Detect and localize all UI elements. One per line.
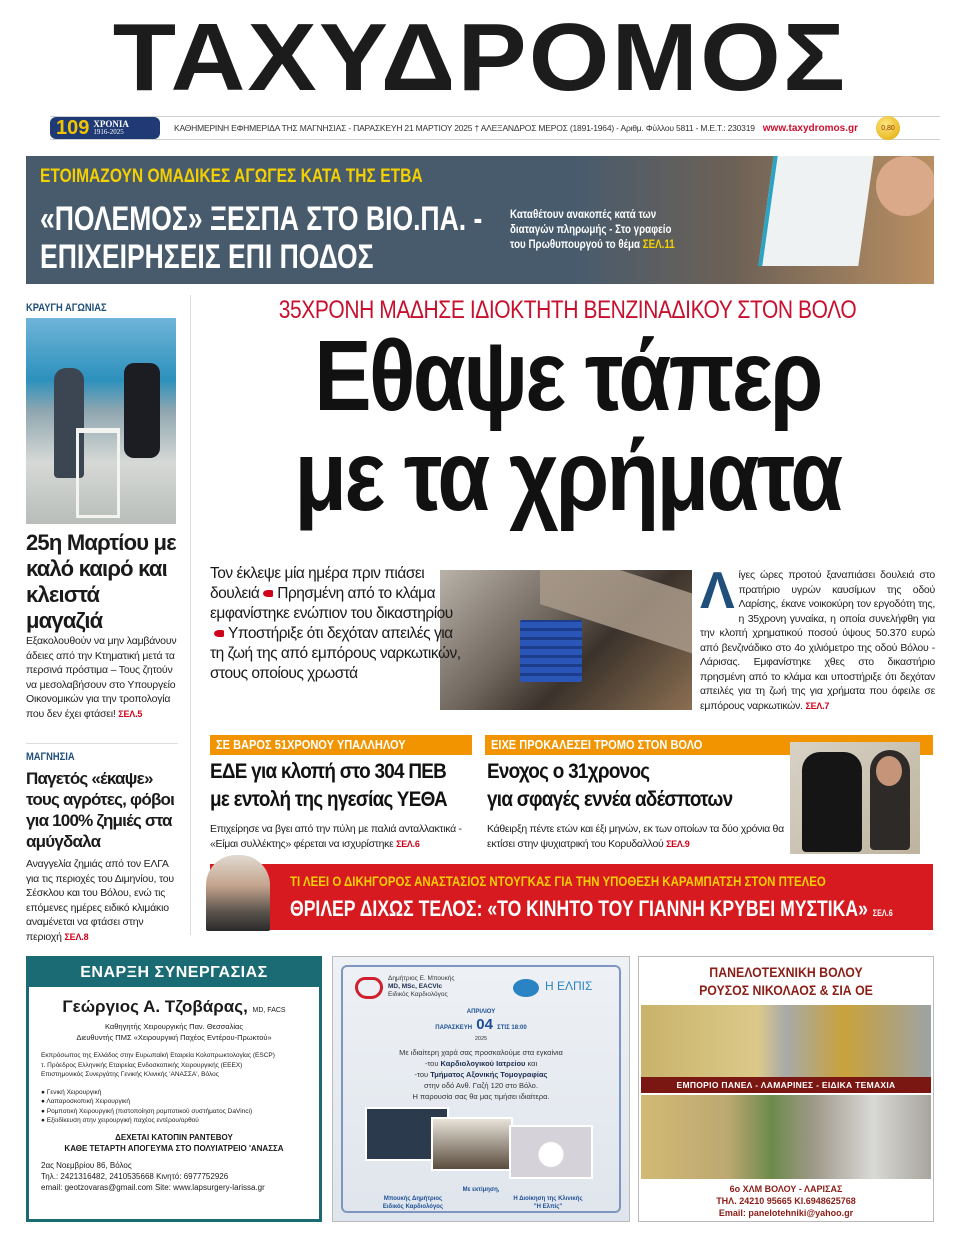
ad-text: -του Καρδιολογικού Ιατρείου και <box>424 1059 538 1068</box>
top-banner-story[interactable] <box>26 156 934 284</box>
banner-kicker: ΕΤΟΙΜΑΖΟΥΝ ΟΜΑΔΙΚΕΣ ΑΓΩΓΕΣ ΚΑΤΑ ΤΗΣ ΕΤΒΑ <box>40 166 423 187</box>
page-ref: ΣΕΛ.7 <box>805 700 830 711</box>
banner-photo-hand <box>876 156 934 216</box>
main-supra-headline: 35ΧΡΟΝΗ ΜΑΔΗΣΕ ΙΔΙΟΚΤΗΤΗ ΒΕΝΖΙΝΑΔΙΚΟΥ ΣΤΟΝ ΒΟΛΟ <box>278 296 857 324</box>
anniversary-label: ΧΡΟΝΙΑ 1916-2025 <box>93 119 129 136</box>
ad-services: ● Γενική Χειρουργική ● Λαπαροσκοπική Χειρουργική ● Ρομποτική Χειρουργική (πιστοποίηση ρομποτικού συστήματος DaVinci) ● Εξειδίκευση στην χειρουργική παχέος εντέρου/ορθού <box>41 1088 253 1124</box>
ad-title: Καθηγητής Χειρουργικής Παν. Θεσσαλίας <box>104 1022 243 1031</box>
ad-clinic[interactable] <box>332 956 630 1222</box>
ad-phone: ΤΗΛ. 24210 95665 ΚΙ.6948625768 <box>716 1196 856 1206</box>
heart-logo-icon <box>355 977 383 999</box>
ad-doctor-name: Γεώργιος Α. Τζοβάρας, MD, FACS <box>62 997 286 1016</box>
story-body: Κάθειρξη πέντε ετών και έξι μηνών, εκ των οποίων τα δύο χρόνια θα εκτίσει στην ψυχιατρική του Κορυδαλλού ΣΕΛ.9 <box>487 823 784 850</box>
dropcap: Λ <box>700 562 735 620</box>
ad-clinic-name: Η ΕΛΠΙΣ <box>545 979 593 993</box>
ad-title: Διευθυντής ΠΜΣ «Χειρουργική Παχέος Εντέρου-Πρωκτού» <box>76 1033 272 1042</box>
page-ref: ΣΕΛ.5 <box>118 708 143 719</box>
edition-info: ΚΑΘΗΜΕΡΙΝΗ ΕΦΗΜΕΡΙΔΑ ΤΗΣ ΜΑΓΝΗΣΙΑΣ - ΠΑΡΑΣΚΕΥΗ 21 ΜΑΡΤΙΟΥ 2025 † ΑΛΕΞΑΝΔΡΟΣ ΜΕΡΟΣ (1891-1964) - Αριθμ. Φύλλου 5811 - Μ.Ε.Τ.: 230319 <box>174 123 755 133</box>
ad-surgeon[interactable] <box>26 956 322 1222</box>
lawyer-portrait <box>206 855 270 931</box>
story-headline[interactable]: Παγετός «έκαψε» τους αγρότες, φόβοι για 100% ζημιές στα αμύγδαλα <box>26 769 175 851</box>
ad-date: ΠΑΡΑΣΚΕΥΗ 04 ΣΤΙΣ 18:00 <box>435 1016 527 1033</box>
ad-closing: Με εκτίμηση, <box>462 1187 500 1193</box>
masthead-logo[interactable]: ΤΑΧΥΔΡΟΜΟΣ <box>112 4 848 111</box>
ad-company-name: ΠΑΝΕΛΟΤΕΧΝΙΚΗ ΒΟΛΟΥ ΡΟΥΣΟΣ ΝΙΚΟΛΑΟΣ & ΣΙΑ ΟΕ <box>699 964 873 998</box>
ad-text: -του Τμήματος Αξονικής Τομογραφίας <box>414 1070 548 1079</box>
ad-web[interactable]: email: geotzovaras@gmail.com Site: www.lapsurgery-larissa.gr <box>41 1182 265 1192</box>
story-body: Αναγγελία ζημιάς από τον ΕΛΓΑ για τις περιοχές του Διμηνίου, του Σέσκλου και του Βόλου, ενώ τις επόμενες ημέρες ειδικό κλιμάκιο αναμένεται να φτάσει στην περιοχή ΣΕΛ.8 <box>26 858 174 943</box>
column-divider <box>190 295 191 935</box>
banner-photo-paper <box>758 156 873 266</box>
website-link[interactable]: www.taxydromos.gr <box>762 122 858 134</box>
ad-month: ΑΠΡΙΛΙΟΥ <box>466 1009 496 1015</box>
price-coin: 0,80 <box>876 116 900 140</box>
anniversary-number: 109 <box>56 117 90 139</box>
page-ref: ΣΕΛ.8 <box>64 931 89 942</box>
ad-strip: ΕΜΠΟΡΙΟ ΠΑΝΕΛ - ΛΑΜΑΡΙΝΕΣ - ΕΙΔΙΚΑ ΤΕΜΑΧΙΑ <box>641 1077 931 1093</box>
strip-kicker: ΤΙ ΛΕΕΙ Ο ΔΙΚΗΓΟΡΟΣ ΑΝΑΣΤΑΣΙΟΣ ΝΤΟΥΓΚΑΣ ΓΙΑ ΤΗΝ ΥΠΟΘΕΣΗ ΚΑΡΑΜΠΑΤΣΗ ΣΤΟΝ ΠΤΕΛΕΟ <box>290 873 826 889</box>
ad-doctor: Δημήτριος Ε. Μπουκής MD, MSc, EACVIc Ειδικός Καρδιολόγος <box>388 975 455 998</box>
ad-photo-office <box>431 1117 513 1171</box>
ad-photo-panels <box>641 1005 931 1077</box>
ad-text: Η παρουσία σας θα μας τιμήσει ιδιαίτερα. <box>412 1092 550 1101</box>
main-body: Λ ίγες ώρες προτού ξαναπιάσει δουλειά στο πρατήριο υγρών καυσίμων της οδού Λαρίσης, έκανε νοικοκύρη τον εργοδότη της, η 35χρονη γυναίκα, η οποία συνελήφθη για την κλοπή χρηματικού ποσού ύψους 50.370 ευρώ από βενζινάδικο στο 4ο χιλιόμετρο της οδού Βόλου - Λάρισας. Εμφανίστηκε χθες στο δικαστήριο πρησμένη από το κλάμα και υποστήριξε ότι δεχόταν απειλές για τη ζωή της για χρήματα που όφειλε σε εμπόρους ναρκωτικών. ΣΕΛ.7 <box>700 562 935 712</box>
story-kicker: ΜΑΓΝΗΣΙΑ <box>26 751 75 763</box>
strip-headline: ΘΡΙΛΕΡ ΔΙΧΩΣ ΤΕΛΟΣ: «ΤΟ ΚΙΝΗΤΟ ΤΟΥ ΓΙΑΝΝΗ ΚΡΥΒΕΙ ΜΥΣΤΙΚΑ» ΣΕΛ.6 <box>290 896 893 921</box>
ad-signature: Η Διοίκηση της Κλινικής "Η Ελπίς" <box>513 1196 583 1210</box>
ad-photo-yard <box>641 1095 931 1179</box>
story-body: Επιχείρησε να βγει από την πύλη με παλιά ανταλλακτικά - «Είμαι συλλέκτης» φέρεται να ισχυρίστηκε ΣΕΛ.6 <box>210 823 462 850</box>
ad-signature: Μπουκής Δημήτριος Ειδικός Καρδιολόγος <box>382 1196 444 1210</box>
page-ref: ΣΕΛ.6 <box>872 908 893 918</box>
ad-photo-ct-scanner <box>509 1125 593 1179</box>
red-strip-story[interactable] <box>210 864 933 930</box>
anniversary-badge <box>50 117 160 139</box>
ad-header: ΕΝΑΡΞΗ ΣΥΝΕΡΓΑΣΙΑΣ <box>29 959 319 987</box>
bullet-icon <box>263 590 273 597</box>
masthead-info-bar <box>50 116 940 140</box>
page-ref: ΣΕΛ.6 <box>396 838 420 849</box>
ad-text: Με ιδιαίτερη χαρά σας προσκαλούμε στα εγκαίνια <box>399 1048 563 1057</box>
ad-year: 2025 <box>474 1036 488 1042</box>
defendant-photo <box>790 742 920 854</box>
ad-address: 6ο ΧΛΜ ΒΟΛΟΥ - ΛΑΡΙΣΑΣ <box>729 1184 843 1194</box>
story-kicker: ΚΡΑΥΓΗ ΑΓΩΝΙΑΣ <box>26 302 107 314</box>
bullet-icon <box>214 630 224 637</box>
buried-crate-photo <box>440 570 692 710</box>
story-headline[interactable]: ΕΔΕ για κλοπή στο 304 ΠΕΒ με εντολή της ηγεσίας ΥΕΘΑ <box>210 760 447 811</box>
main-headline[interactable]: Εθαψε τάπερ με τα χρήματα <box>294 320 841 532</box>
page-ref: ΣΕΛ.9 <box>666 838 690 849</box>
ad-email[interactable]: Email: panelotehniki@yahoo.gr <box>718 1208 854 1218</box>
divider <box>26 743 178 744</box>
ad-text: στην οδό Ανθ. Γαζή 120 στο Βόλο. <box>424 1081 538 1090</box>
story-kicker: ΣΕ ΒΑΡΟΣ 51ΧΡΟΝΟΥ ΥΠΑΛΛΗΛΟΥ <box>210 735 472 755</box>
ad-appointment: ΔΕΧΕΤΑΙ ΚΑΤΟΠΙΝ ΡΑΝΤΕΒΟΥ <box>115 1132 233 1142</box>
page-ref: ΣΕΛ.11 <box>642 239 675 251</box>
ad-phones: Τηλ.: 2421316482, 2410535668 Κινητό: 6977752926 <box>41 1171 229 1181</box>
story-body: Εξακολουθούν να μην λαμβάνουν άδειες από την Κτηματική μετά τα περσινά πρόστιμα – Τους ζητούν να μεσολαβήσουν στο Υπουργείο Οικονομικών για την τροπολογία που δεν έχει φτάσει! ΣΕΛ.5 <box>26 635 177 720</box>
banner-deck: Καταθέτουν ανακοπές κατά των διαταγών πληρωμής - Στο γραφείο του Πρωθυπουργού το θέμα ΣΕΛ.11 <box>510 209 675 251</box>
story-headline[interactable]: Ενοχος ο 31χρονος για σφαγές εννέα αδέσποτων <box>487 760 733 811</box>
ad-roles: Εκπρόσωπος της Ελλάδος στην Ευρωπαϊκή Εταιρεία Κολοπρωκτολογίας (ESCP) τ. Πρόεδρος Ελληνικής Εταιρείας Ενδοσκοπικής Χειρουργικής (ΕΕΕΧ) Επιστημονικός Συνεργάτης Γενικής Κλινικής 'ΑΝΑΣΣΑ', Βόλος <box>41 1052 275 1078</box>
ad-address: 2ας Νοεμβρίου 86, Βόλος <box>41 1160 132 1170</box>
story-kicker: ΕΙΧΕ ΠΡΟΚΑΛΕΣΕΙ ΤΡΟΜΟ ΣΤΟΝ ΒΟΛΟ <box>485 735 933 755</box>
banner-headline: «ΠΟΛΕΜΟΣ» ΞΕΣΠΑ ΣΤΟ ΒΙΟ.ΠΑ. - ΕΠΙΧΕΙΡΗΣΕΙΣ ΕΠΙ ΠΟΔΟΣ <box>40 200 483 276</box>
blue-crate <box>520 620 582 682</box>
clinic-logo-icon <box>513 979 539 997</box>
story-headline[interactable]: 25η Μαρτίου με καλό καιρό και κλειστά μαγαζιά <box>26 530 176 633</box>
beach-taverna-photo <box>26 318 176 524</box>
ad-panels[interactable] <box>638 956 934 1222</box>
main-deck: Τον έκλεψε μία ημέρα πριν πιάσει δουλειά Πρησμένη από το κλάμα εμφανίστηκε ενώπιον του δικαστηρίουΥποστήριξε ότι δεχόταν απειλές για τη ζωή της από εμπόρους ναρκωτικών, στους οποίους χρωστά <box>210 565 461 682</box>
ad-appointment: ΚΑΘΕ ΤΕΤΑΡΤΗ ΑΠΟΓΕΥΜΑ ΣΤΟ ΠΟΛΥΙΑΤΡΕΙΟ 'ΑΝΑΣΣΑ <box>64 1143 284 1153</box>
